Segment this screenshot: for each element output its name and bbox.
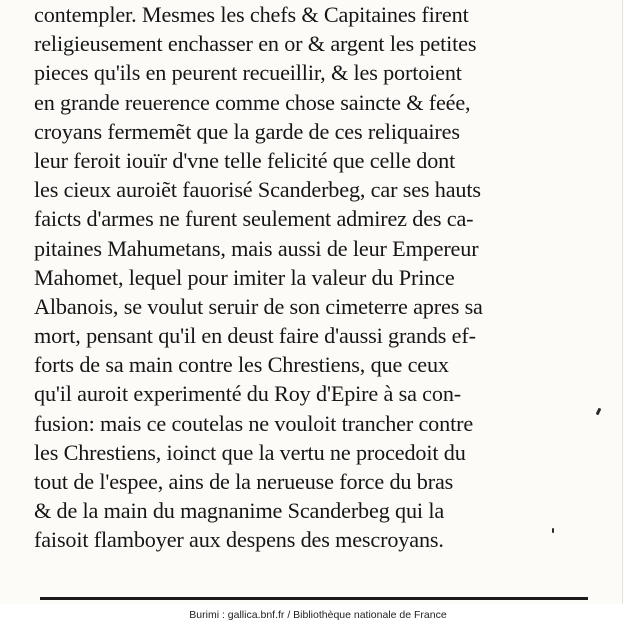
- text-line: croyans fermemẽt que la garde de ces reliquaires: [34, 118, 460, 144]
- ink-speck: [596, 408, 602, 416]
- text-line: religieusement enchasser en or & argent les petites: [34, 31, 477, 57]
- text-line: fusion: mais ce coutelas ne vouloit trancher contre: [34, 410, 474, 436]
- source-credit: Burimi : gallica.bnf.fr / Bibliothèque nationale de France: [189, 609, 447, 621]
- text-line: & de la main du magnanime Scanderbeg qui la: [34, 498, 445, 524]
- ink-speck: [552, 528, 554, 533]
- text-line: les Chrestiens, ioinct que la vertu ne procedoit du: [34, 439, 466, 465]
- text-line: Albanois, se voulut seruir de son cimeterre apres sa: [34, 293, 483, 319]
- page-text: [34, 0, 586, 555]
- text-line: qu'il auroit experimenté du Roy d'Epire à sa con-: [34, 381, 462, 407]
- text-line: leur feroit iouïr d'vne telle felicité que celle dont: [34, 147, 456, 173]
- text-line: mort, pensant qu'il en deust faire d'aussi grands ef-: [34, 323, 476, 349]
- text-line: contempler. Mesmes les chefs & Capitaines firent: [34, 2, 469, 27]
- text-line: en grande reuerence comme chose saincte & feée,: [34, 89, 471, 115]
- text-line: faisoit flamboyer aux despens des mescroyans.: [34, 527, 444, 553]
- text-line: tout de l'espee, ains de la nerueuse force du bras: [34, 469, 454, 494]
- page-bottom-rule: [40, 597, 588, 600]
- text-line: les cieux auroiẽt fauorisé Scanderbeg, car ses hauts: [34, 177, 481, 203]
- text-line: pitaines Mahumetans, mais aussi de leur Empereur: [34, 235, 479, 261]
- text-line: pieces qu'ils en peurent recueillir, & les portoient: [34, 60, 462, 86]
- text-line: faicts d'armes ne furent seulement admirez des ca-: [34, 206, 474, 232]
- text-line: forts de sa main contre les Chrestiens, que ceux: [34, 352, 449, 378]
- text-line: Mahomet, lequel pour imiter la valeur du Prince: [34, 264, 455, 290]
